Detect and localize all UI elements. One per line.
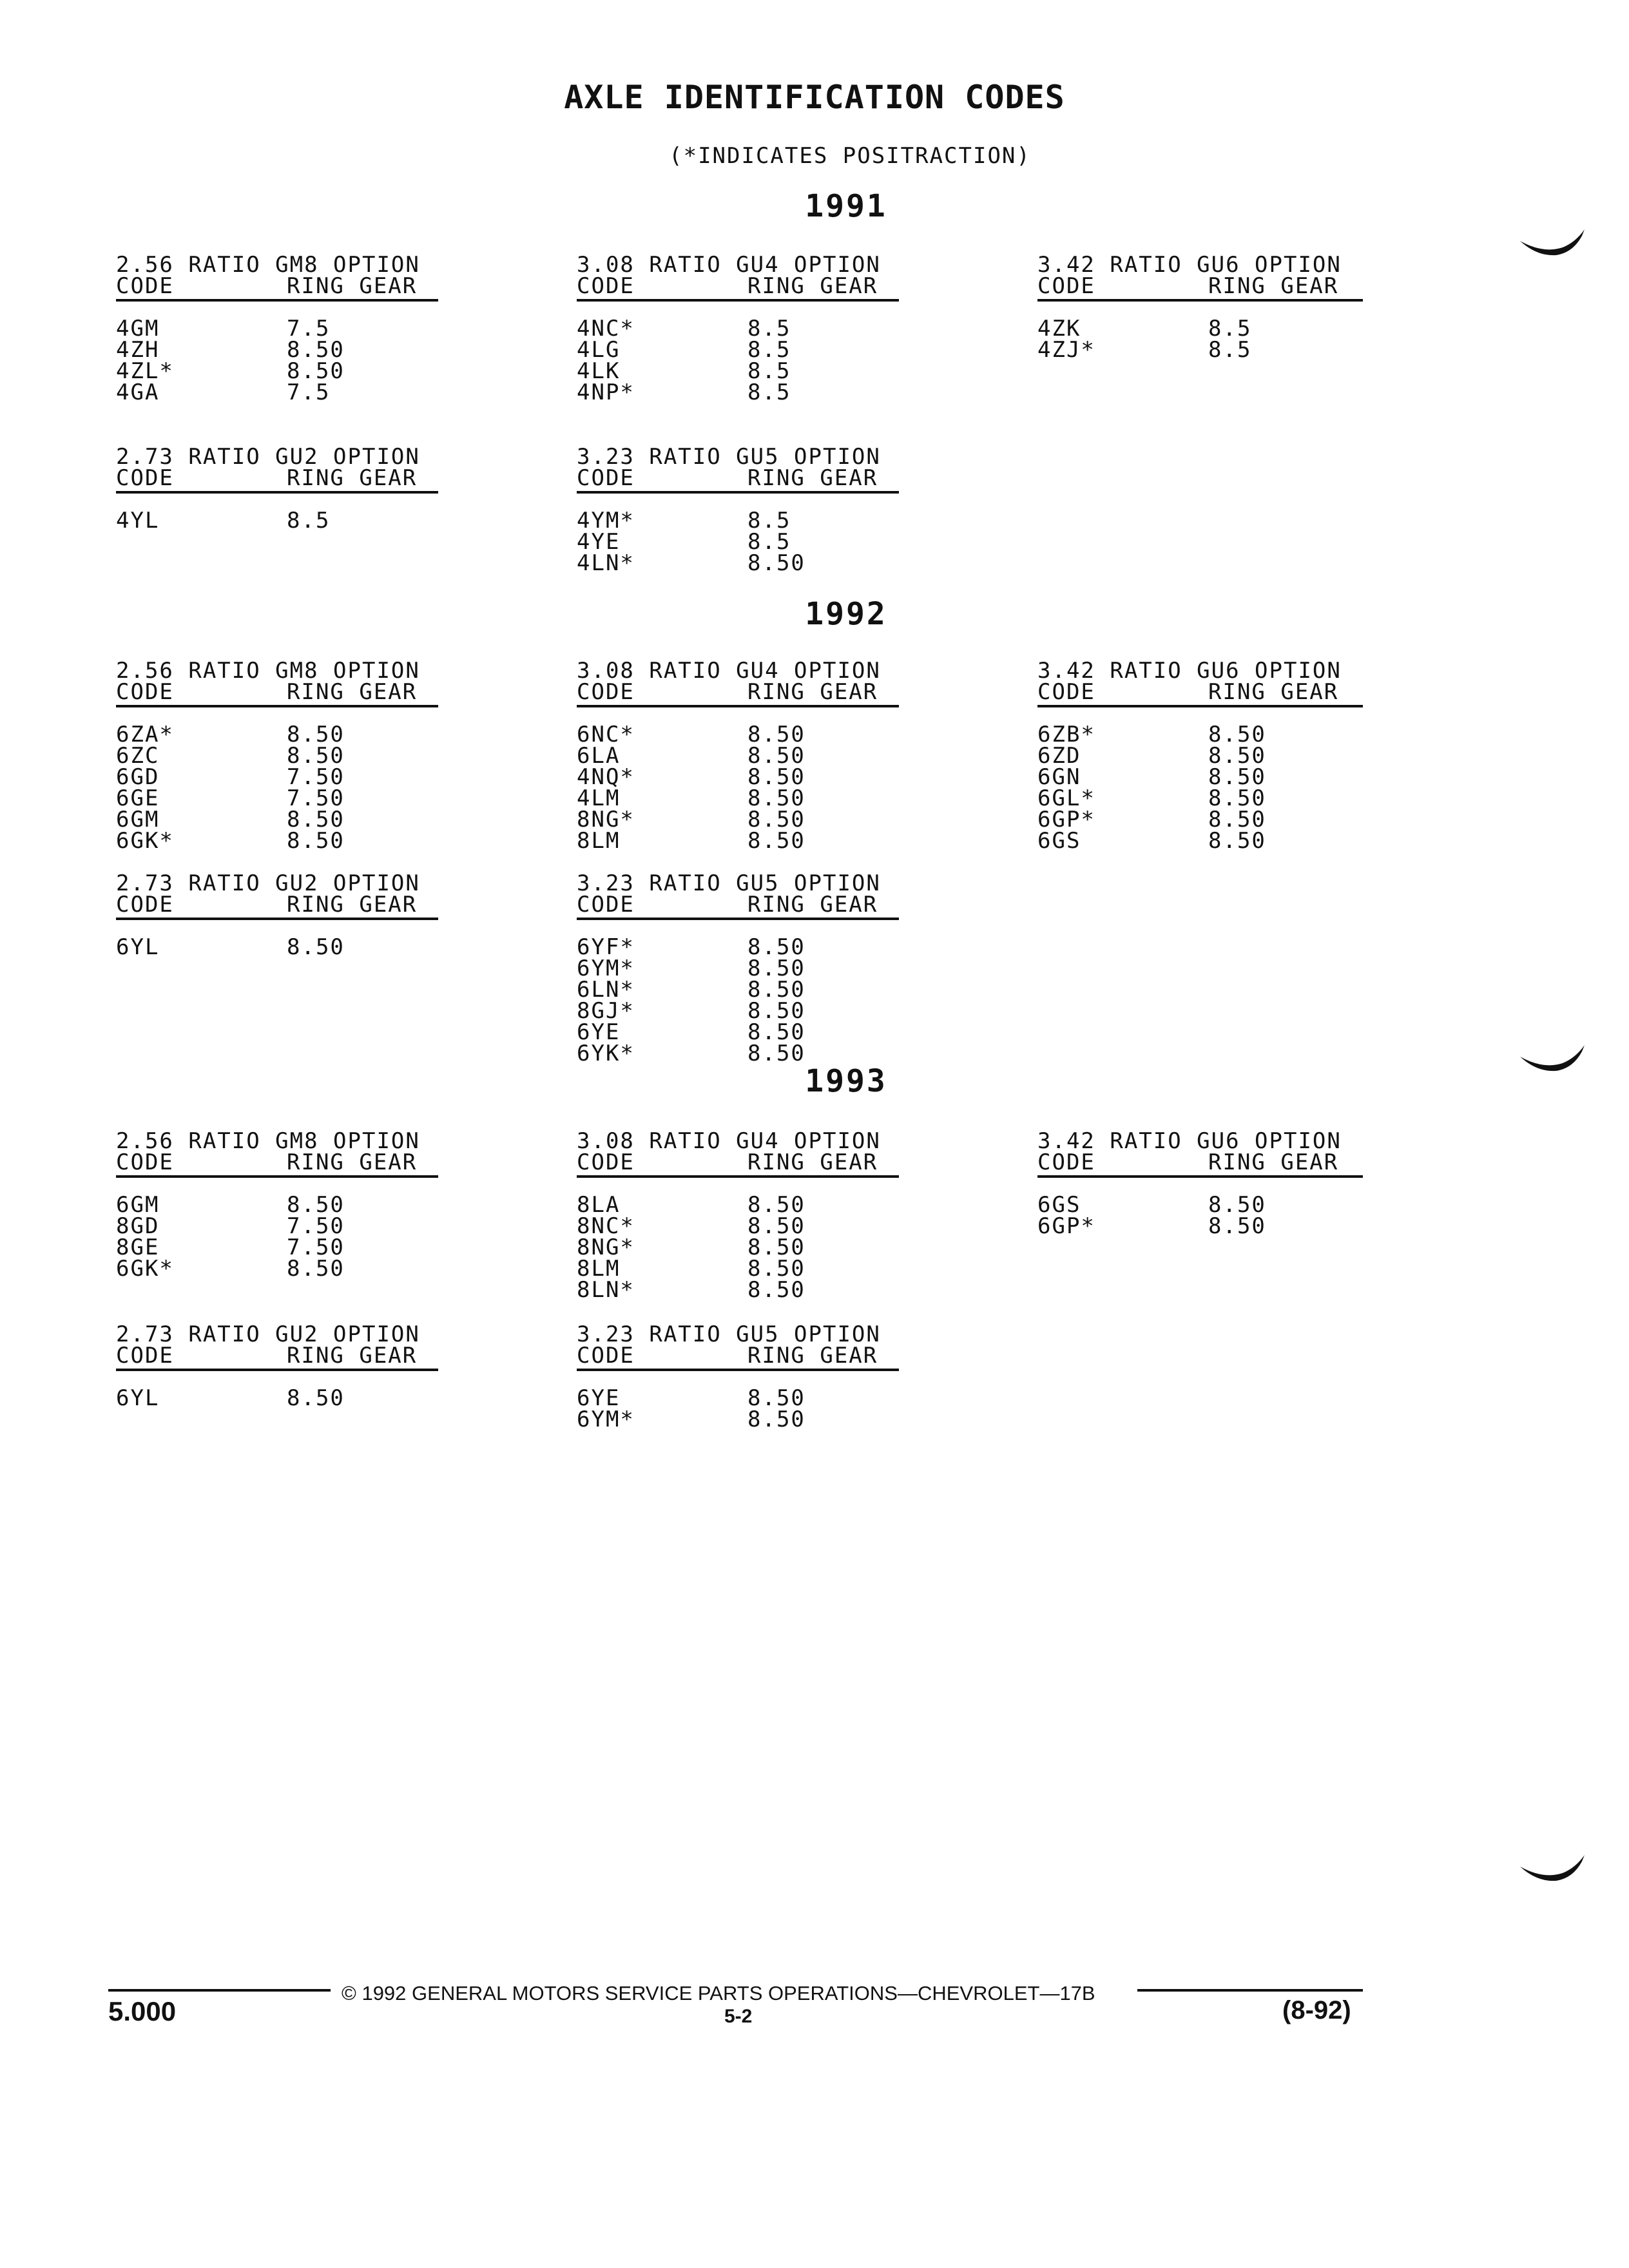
table-heading: 2.73 RATIO GU2 OPTION [116,444,420,470]
axle-table [577,1321,899,1432]
axle-code: 4LN* [577,550,635,576]
axle-code: 6YE [577,1385,621,1411]
axle-code: 4ZH [116,337,160,363]
revision-date: (8-92) [1282,1996,1351,2024]
axle-code: 6ZA* [116,722,174,747]
table-row [577,1277,899,1303]
page-title: AXLE IDENTIFICATION CODES [564,79,1065,116]
axle-code: 8NC* [577,1213,635,1239]
axle-code: 4GA [116,380,160,405]
header-rule [1037,1175,1363,1178]
ring-gear-size: 8.5 [287,508,331,533]
table-row [1037,828,1363,854]
ring-gear-size: 7.50 [287,1213,345,1239]
column-header-ring-gear: RING GEAR [1208,273,1339,299]
axle-code: 6GP* [1037,1213,1095,1239]
table-heading: 3.42 RATIO GU6 OPTION [1037,252,1342,278]
axle-code: 6GE [116,785,160,811]
ring-gear-size: 7.50 [287,785,345,811]
column-header-code: CODE [1037,273,1095,299]
header-rule [116,1369,438,1371]
axle-code: 6GS [1037,828,1081,854]
table-row [116,934,438,960]
axle-code: 4YE [577,529,621,555]
ring-gear-size: 8.50 [287,722,345,747]
column-header-code: CODE [116,892,174,918]
ring-gear-size: 8.50 [287,934,345,960]
table-row [577,809,899,831]
column-headers [116,1345,438,1367]
column-headers [116,465,438,491]
column-header-ring-gear: RING GEAR [287,465,418,491]
page-subtitle: (*INDICATES POSITRACTION) [669,143,1031,169]
axle-table [116,444,438,533]
table-row [116,1258,438,1280]
table-row [116,1192,438,1218]
table-row [577,1043,899,1064]
ring-gear-size: 8.50 [747,1192,805,1218]
ring-gear-size: 8.50 [747,764,805,790]
table-row [116,745,438,767]
axle-code: 6LN* [577,977,635,1003]
header-rule [577,918,899,920]
column-header-code: CODE [116,273,174,299]
ring-gear-size: 8.50 [287,1385,345,1411]
table-row [577,510,899,532]
column-headers [1037,1149,1363,1175]
section-number: 5.000 [108,1996,177,2026]
header-rule [1037,299,1363,302]
table-row [116,724,438,745]
axle-code: 8LN* [577,1277,635,1303]
table-row [577,318,899,340]
table-row [116,764,438,790]
header-rule [577,299,899,302]
ring-gear-size: 8.50 [747,1256,805,1282]
table-row [116,358,438,384]
column-headers [116,273,438,299]
ring-gear-size: 8.50 [287,358,345,384]
ring-gear-size: 8.50 [747,743,805,769]
table-heading: 3.08 RATIO GU4 OPTION [577,658,881,684]
ring-gear-size: 8.5 [747,316,791,341]
axle-table [1037,1128,1363,1239]
binder-mark-icon [1518,1852,1588,1885]
axle-code: 8GD [116,1213,160,1239]
axle-code: 6YL [116,1385,160,1411]
axle-code: 4NC* [577,316,635,341]
column-headers [577,465,899,491]
axle-code: 6GM [116,807,160,832]
axle-code: 6GD [116,764,160,790]
axle-code: 4ZJ* [1037,337,1095,363]
ring-gear-size: 8.50 [1208,828,1266,854]
header-rule [116,918,438,920]
axle-code: 8LA [577,1192,621,1218]
table-heading: 2.73 RATIO GU2 OPTION [116,870,420,896]
axle-code: 6GM [116,1192,160,1218]
year-heading: 1993 [805,1063,887,1099]
axle-table [116,870,438,960]
table-heading: 2.56 RATIO GM8 OPTION [116,252,420,278]
ring-gear-size: 8.50 [747,977,805,1003]
column-header-code: CODE [116,465,174,491]
axle-code: 4YL [116,508,160,533]
axle-code: 6GP* [1037,807,1095,832]
axle-code: 6YF* [577,934,635,960]
ring-gear-size: 8.50 [1208,722,1266,747]
axle-code: 8GJ* [577,998,635,1024]
table-heading: 3.08 RATIO GU4 OPTION [577,252,881,278]
ring-gear-size: 7.50 [287,1235,345,1260]
column-header-ring-gear: RING GEAR [287,1343,418,1369]
column-header-code: CODE [116,679,174,705]
ring-gear-size: 7.5 [287,316,331,341]
ring-gear-size: 7.5 [287,380,331,405]
axle-code: 6YM* [577,1407,635,1432]
header-rule [116,491,438,494]
ring-gear-size: 8.50 [1208,1213,1266,1239]
table-heading: 3.23 RATIO GU5 OPTION [577,1321,881,1347]
axle-table [577,252,899,405]
column-headers [116,894,438,916]
table-heading: 3.42 RATIO GU6 OPTION [1037,658,1342,684]
table-row [116,785,438,811]
axle-code: 6YE [577,1019,621,1045]
column-header-code: CODE [116,1343,174,1369]
header-rule [577,705,899,707]
table-row [1037,724,1363,745]
axle-table [116,1128,438,1282]
column-header-ring-gear: RING GEAR [287,892,418,918]
table-row [116,382,438,403]
axle-table [577,1128,899,1303]
column-header-ring-gear: RING GEAR [1208,1149,1339,1175]
ring-gear-size: 8.50 [747,550,805,576]
table-heading: 3.42 RATIO GU6 OPTION [1037,1128,1342,1154]
table-row [577,724,899,745]
ring-gear-size: 8.50 [287,807,345,832]
ring-gear-size: 8.50 [1208,807,1266,832]
axle-code: 6ZD [1037,743,1081,769]
column-header-ring-gear: RING GEAR [747,679,878,705]
ring-gear-size: 8.50 [747,807,805,832]
header-rule [116,299,438,302]
table-row [1037,337,1363,363]
axle-code: 6YM* [577,956,635,981]
table-row [577,550,899,576]
year-heading: 1991 [805,188,887,224]
ring-gear-size: 8.5 [1208,337,1252,363]
ring-gear-size: 8.5 [1208,316,1252,341]
column-headers [577,1149,899,1175]
column-header-code: CODE [577,273,635,299]
footer-rule-left [108,1989,331,1992]
column-header-code: CODE [1037,679,1095,705]
column-headers [577,273,899,299]
axle-code: 8GE [116,1235,160,1260]
footer-rule-right [1137,1989,1363,1992]
ring-gear-size: 8.50 [747,1213,805,1239]
table-row [116,828,438,854]
header-rule [577,1369,899,1371]
column-header-ring-gear: RING GEAR [287,1149,418,1175]
ring-gear-size: 8.50 [287,743,345,769]
table-row [116,1385,438,1411]
table-row [577,764,899,790]
table-row [577,828,899,854]
ring-gear-size: 8.50 [1208,785,1266,811]
column-headers [1037,273,1363,299]
ring-gear-size: 8.50 [747,956,805,981]
axle-code: 6ZB* [1037,722,1095,747]
column-headers [116,1149,438,1175]
axle-table [577,660,899,852]
axle-code: 6GN [1037,764,1081,790]
table-row [1037,745,1363,767]
column-headers [577,1345,899,1367]
axle-code: 6YK* [577,1041,635,1066]
axle-code: 8NG* [577,807,635,832]
ring-gear-size: 8.50 [747,1041,805,1066]
axle-code: 6GL* [1037,785,1095,811]
axle-code: 4LG [577,337,621,363]
column-header-ring-gear: RING GEAR [747,465,878,491]
ring-gear-size: 8.50 [747,934,805,960]
table-heading: 3.23 RATIO GU5 OPTION [577,870,881,896]
table-heading: 3.23 RATIO GU5 OPTION [577,444,881,470]
table-row [577,998,899,1024]
axle-code: 4ZK [1037,316,1081,341]
axle-code: 4LM [577,785,621,811]
axle-code: 4NP* [577,380,635,405]
axle-code: 6YL [116,934,160,960]
column-header-ring-gear: RING GEAR [747,1343,878,1369]
table-row [577,337,899,363]
table-row [116,318,438,340]
ring-gear-size: 8.5 [747,337,791,363]
column-headers [577,894,899,916]
ring-gear-size: 8.50 [287,337,345,363]
axle-code: 6GS [1037,1192,1081,1218]
ring-gear-size: 7.50 [287,764,345,790]
ring-gear-size: 8.50 [747,785,805,811]
header-rule [1037,705,1363,707]
ring-gear-size: 8.5 [747,358,791,384]
column-header-ring-gear: RING GEAR [747,892,878,918]
ring-gear-size: 8.50 [287,1192,345,1218]
axle-code: 8LM [577,1256,621,1282]
table-row [577,382,899,403]
column-headers [116,679,438,705]
column-header-ring-gear: RING GEAR [747,273,878,299]
binder-mark-icon [1518,227,1588,259]
ring-gear-size: 8.50 [287,828,345,854]
column-headers [577,679,899,705]
axle-code: 8NG* [577,1235,635,1260]
axle-code: 6NC* [577,722,635,747]
axle-code: 6LA [577,743,621,769]
axle-code: 4LK [577,358,621,384]
copyright-notice: © 1992 GENERAL MOTORS SERVICE PARTS OPERATIONS—CHEVROLET—17B [342,1982,1095,2004]
table-row [577,1409,899,1430]
column-header-ring-gear: RING GEAR [747,1149,878,1175]
ring-gear-size: 8.5 [747,529,791,555]
column-header-ring-gear: RING GEAR [287,273,418,299]
ring-gear-size: 8.50 [287,1256,345,1282]
ring-gear-size: 8.5 [747,380,791,405]
ring-gear-size: 8.50 [747,1407,805,1432]
ring-gear-size: 8.50 [747,828,805,854]
axle-table [116,252,438,405]
column-header-code: CODE [577,465,635,491]
binder-mark-icon [1518,1043,1588,1075]
ring-gear-size: 8.50 [747,1235,805,1260]
ring-gear-size: 8.50 [747,1277,805,1303]
axle-table [116,660,438,852]
ring-gear-size: 8.50 [747,722,805,747]
axle-code: 8LM [577,828,621,854]
header-rule [577,491,899,494]
axle-code: 6GK* [116,1256,174,1282]
axle-code: 4ZL* [116,358,174,384]
axle-table [577,870,899,1066]
table-row [1037,1213,1363,1239]
axle-code: 6ZC [116,743,160,769]
column-header-ring-gear: RING GEAR [1208,679,1339,705]
table-row [577,1237,899,1258]
axle-code: 6GK* [116,828,174,854]
header-rule [116,1175,438,1178]
column-header-code: CODE [577,1343,635,1369]
ring-gear-size: 8.50 [747,1019,805,1045]
axle-code: 4NQ* [577,764,635,790]
table-row [1037,809,1363,831]
column-header-code: CODE [577,1149,635,1175]
axle-table [1037,660,1363,852]
ring-gear-size: 8.50 [1208,1192,1266,1218]
table-heading: 2.56 RATIO GM8 OPTION [116,1128,420,1154]
ring-gear-size: 8.50 [747,1385,805,1411]
ring-gear-size: 8.5 [747,508,791,533]
page-number: 5-2 [724,2006,753,2027]
column-headers [1037,679,1363,705]
table-heading: 2.73 RATIO GU2 OPTION [116,1321,420,1347]
table-heading: 3.08 RATIO GU4 OPTION [577,1128,881,1154]
year-heading: 1992 [805,596,887,632]
header-rule [116,705,438,707]
table-row [116,510,438,532]
axle-table [1037,252,1363,363]
ring-gear-size: 8.50 [747,998,805,1024]
ring-gear-size: 8.50 [1208,764,1266,790]
column-header-code: CODE [577,679,635,705]
axle-code: 4GM [116,316,160,341]
column-header-code: CODE [116,1149,174,1175]
ring-gear-size: 8.50 [1208,743,1266,769]
column-header-ring-gear: RING GEAR [287,679,418,705]
column-header-code: CODE [1037,1149,1095,1175]
header-rule [577,1175,899,1178]
axle-table [116,1321,438,1411]
table-heading: 2.56 RATIO GM8 OPTION [116,658,420,684]
axle-code: 4YM* [577,508,635,533]
column-header-code: CODE [577,892,635,918]
table-row [116,1213,438,1239]
axle-table [577,444,899,576]
